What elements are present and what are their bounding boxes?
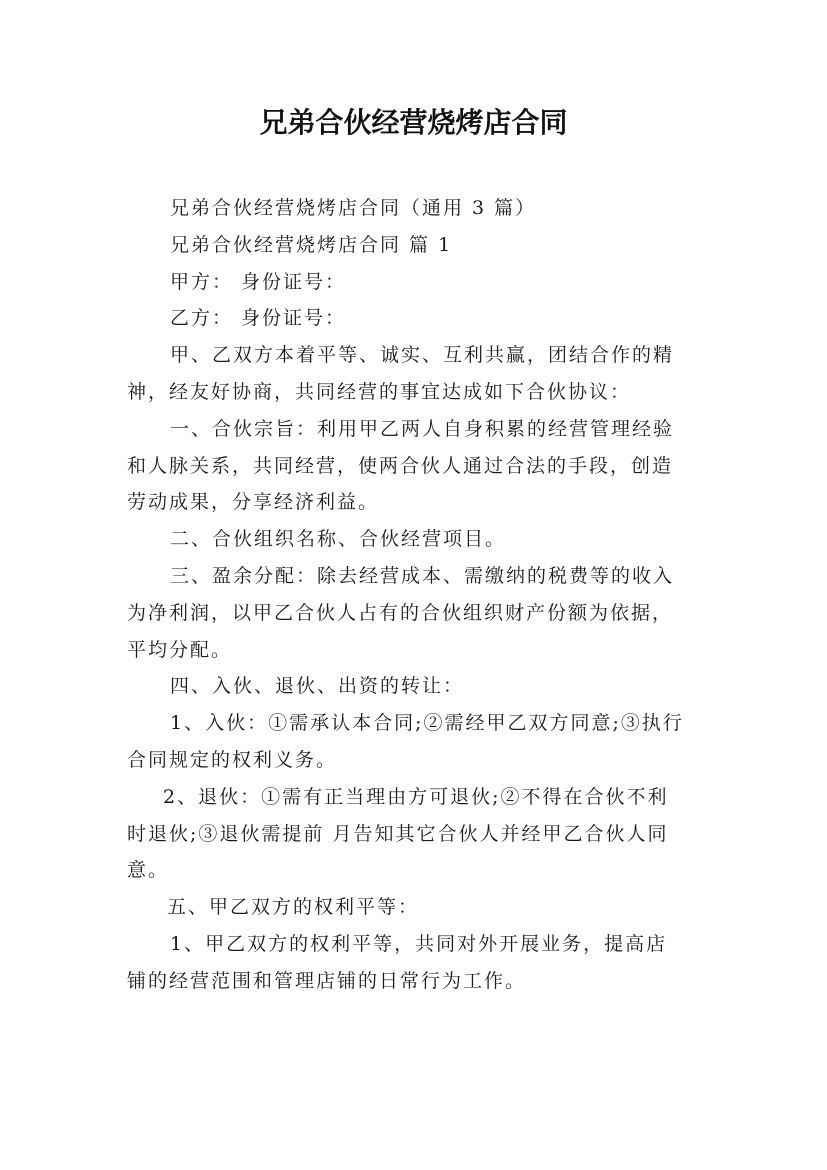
text-line: 四、入伙、退伙、出资的转让： (170, 675, 465, 698)
text-line: 三、盈余分配：除去经营成本、需缴纳的税费等的收入 (170, 564, 675, 587)
text-line: 二、合伙组织名称、合伙经营项目。 (170, 528, 507, 551)
document-body (127, 190, 717, 1000)
text-line: 一、合伙宗旨：利用甲乙两人自身积累的经营管理经验 (170, 417, 675, 440)
text-line: 意。 (127, 859, 170, 882)
document-title: 兄弟合伙经营烧烤店合同 (259, 106, 568, 139)
text-line: 铺的经营范围和管理店铺的日常行为工作。 (127, 969, 527, 992)
text-line: 平均分配。 (127, 638, 233, 661)
text-line: 五、甲乙双方的权利平等： (167, 896, 420, 919)
text-line: 神，经友好协商，共同经营的事宜达成如下合伙协议： (127, 380, 632, 403)
text-line: 甲、乙双方本着平等、诚实、互利共赢，团结合作的精 (170, 344, 675, 367)
text-line: 乙方： 身份证号： (170, 307, 347, 330)
text-line: 兄弟合伙经营烧烤店合同（通用 3 篇） (170, 197, 537, 219)
text-line: 甲方： 身份证号： (170, 270, 347, 293)
text-line: 1、入伙：①需承认本合同;②需经甲乙双方同意;③执行 (170, 712, 684, 735)
text-line: 兄弟合伙经营烧烤店合同 篇 1 (170, 233, 453, 256)
text-line: 合同规定的权利义务。 (127, 748, 338, 771)
text-line: 为净利润，以甲乙合伙人占有的合伙组织财产份额为依据， (127, 601, 674, 624)
text-line: 和人脉关系，共同经营，使两合伙人通过合法的手段，创造 (127, 454, 674, 477)
text-line: 时退伙;③退伙需提前 月告知其它合伙人并经甲乙合伙人同 (127, 822, 669, 845)
text-line: 1、甲乙双方的权利平等，共同对外开展业务，提高店 (170, 932, 668, 955)
text-line: 2、退伙：①需有正当理由方可退伙;②不得在合伙不利 (163, 785, 669, 808)
text-line: 劳动成果，分享经济利益。 (127, 491, 380, 514)
